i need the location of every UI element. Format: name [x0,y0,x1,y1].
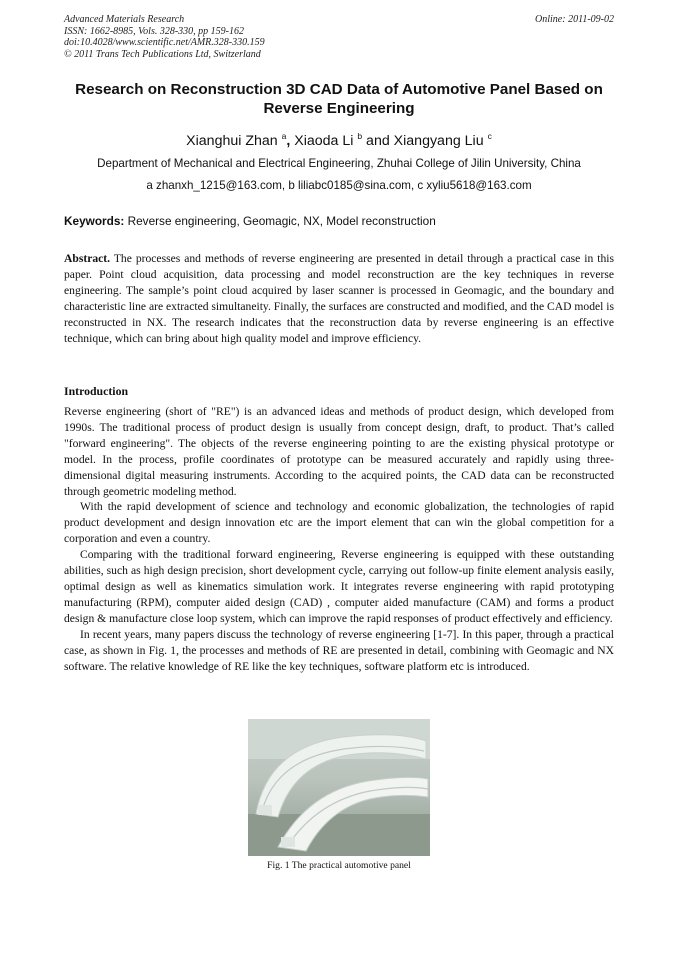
keywords-text: Reverse engineering, Geomagic, NX, Model reconstruction [124,214,436,228]
author-emails: a zhanxh_1215@163.com, b liliabc0185@sina.com, c xyliu5618@163.com [146,179,532,192]
abstract [64,251,614,348]
author-list [0,131,678,149]
issn-line: ISSN: 1662-8985, Vols. 328-330, pp 159-162 [64,25,244,37]
author-affil-mark: a [281,131,287,141]
author-name: Xianghui Zhan [186,133,278,149]
paragraph: Reverse engineering (short of "RE") is an advanced ideas and methods of product design, which developed from 1990s. The traditional process of product design is usually from concept design, draft, to product. That’s called "forward engineering". The objects of the reverse engineering pointing to are the existing physical prototype or model. In the process, profile coordinates of prototype can be measured accurately and rapidly using three-dimensional digital measuring instruments. According to the acquired points, the CAD data can be reconstructed through geometric modeling method. [64,405,614,498]
journal-header [64,14,265,60]
journal-name: Advanced Materials Research [64,14,185,25]
doi-line: doi:10.4028/www.scientific.net/AMR.328-330.159 [64,37,265,48]
section-heading-introduction: Introduction [64,384,129,398]
author-name: Xiaoda Li [294,133,354,149]
abstract-label: Abstract. [64,252,111,265]
abstract-text: The processes and methods of reverse engineering are presented in detail through a practical case in this paper. Point cloud acquisition, data processing and model reconstruction are the key techniques in reverse engineering. The sample’s point cloud acquired by laser scanner is processed in Geomagic, and the boundary and characteristic line are extracted simultaneity. Finally, the surfaces are constructed and modified, and the CAD model is reconstructed in NX. The research indicates that the reconstruction data by reverse engineering is an effective technique, which can bring about high quality model and improve efficiency. [64,252,614,346]
keywords-label: Keywords: [64,214,125,228]
automotive-panel-photo [248,719,430,856]
author-affil-mark: b [357,131,363,141]
affiliation: Department of Mechanical and Electrical Engineering, Zhuhai College of Jilin University, China [97,157,581,170]
paragraph: In recent years, many papers discuss the technology of reverse engineering [1-7]. In this paper, through a practical case, as shown in Fig. 1, the processes and methods of RE are presented in detail, combining with Geomagic and NX software. The relative knowledge of RE like the key techniques, software platform etc is introduced. [64,627,614,673]
panel-photo-illustration [248,719,430,856]
paragraph: With the rapid development of science and technology and economic globalization, the technologies of rapid product development and design innovation etc are the import element that can win the global competition for a corporation and even a country. [64,500,614,546]
author-separator: , [286,133,295,149]
author-separator: and [362,133,394,149]
paper-title: Research on Reconstruction 3D CAD Data of Automotive Panel Based on Reverse Engineering [75,81,603,117]
author-name: Xiangyang Liu [393,133,484,149]
keywords [64,214,436,228]
copyright-line: © 2011 Trans Tech Publications Ltd, Switzerland [64,48,261,60]
figure-caption: Fig. 1 The practical automotive panel [267,860,411,871]
online-date: Online: 2011-09-02 [535,14,614,25]
paragraph: Comparing with the traditional forward engineering, Reverse engineering is equipped with these outstanding abilities, such as high design precision, short development cycle, carrying out follow-up finite element analysis easily, optimal design as well as kinematics simulation work. It integrates reverse engineering with rapid prototyping manufacturing (RPM), computer aided design (CAD) , computer aided manufacture (CAM) and forms a product design & manufacture close loop system, which can improve the rapid responses of product effectively and efficiency. [64,548,614,625]
introduction-body [64,404,614,674]
author-affil-mark: c [487,131,492,141]
